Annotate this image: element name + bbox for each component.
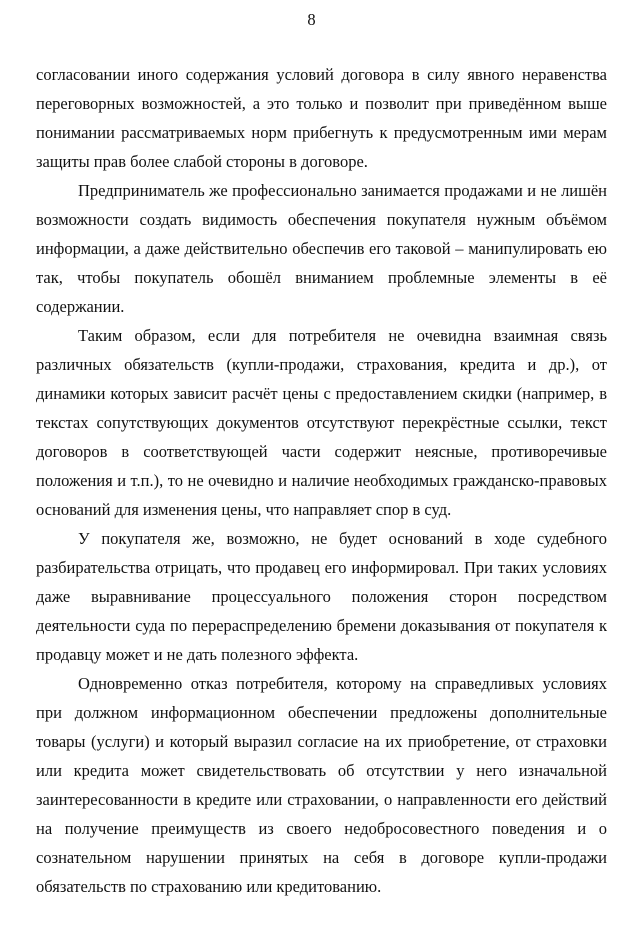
page-number: 8 xyxy=(307,10,316,29)
paragraph-buyer-court: У покупателя же, возможно, не будет оснований в ходе судебного разбирательства отрицать, что продавец его информировал. При таких условиях даже выравнивание процессуального положения сторон посредством деятельности суда по перераспределению бремени доказывания от покупателя к продавцу может и не дать полезного эффекта. xyxy=(36,529,607,664)
paragraph-entrepreneur: Предприниматель же профессионально занимается продажами и не лишён возможности создать видимость обеспечения покупателя нужным объёмом информации, а даже действительно обеспечив его таковой – манипулировать ею так, чтобы покупатель обошёл вниманием проблемные элементы в её содержании. xyxy=(36,181,607,316)
document-body xyxy=(36,60,607,901)
paragraph-consumer-obligations: Таким образом, если для потребителя не очевидна взаимная связь различных обязательств (купли-продажи, страхования, кредита и др.), от динамики которых зависит расчёт цены с предоставлением скидки (например, в текстах сопутствующих документов отсутствуют перекрёстные ссылки, текст договоров в соответствующей части содержит неясные, противоречивые положения и т.п.), то не очевидно и наличие необходимых гражданско-правовых оснований для изменения цены, что направляет спор в суд. xyxy=(36,326,607,519)
paragraph-continuation: согласовании иного содержания условий договора в силу явного неравенства переговорных возможностей, а это только и позволит при приведённом выше понимании рассматриваемых норм прибегнуть к предусмотренным ими мерам защиты прав более слабой стороны в договоре. xyxy=(36,65,607,171)
paragraph-consumer-refusal: Одновременно отказ потребителя, которому на справедливых условиях при должном информационном обеспечении предложены дополнительные товары (услуги) и который выразил согласие на их приобретение, от страховки или кредита может свидетельствовать об отсутствии у него изначальной заинтересованности в кредите или страховании, о направленности его действий на получение преимуществ из своего недобросовестного поведения и о сознательном нарушении принятых на себя в договоре купли-продажи обязательств по страхованию или кредитованию. xyxy=(36,674,607,896)
